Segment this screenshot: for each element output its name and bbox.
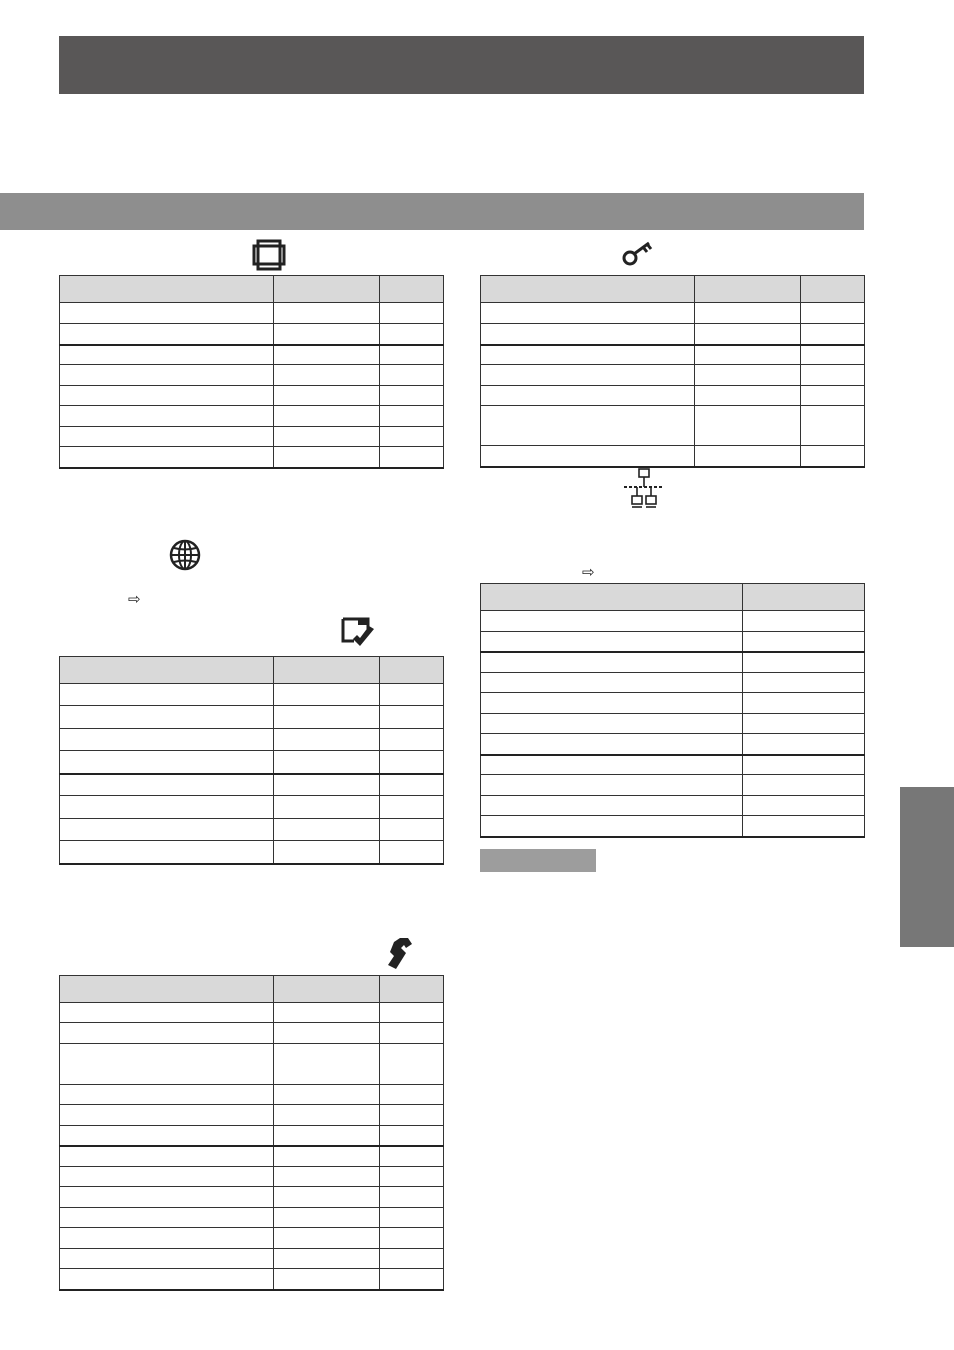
table-cell (274, 406, 380, 427)
option-settings-table (59, 656, 444, 865)
screen-check-icon (340, 615, 378, 653)
table-cell (481, 345, 695, 365)
table-cell (801, 345, 865, 365)
table-header-cell (380, 976, 444, 1003)
table-row (60, 427, 444, 447)
table-header-cell (481, 276, 695, 303)
table-row (481, 755, 865, 775)
page-title-bar (59, 36, 864, 94)
table-header-cell (274, 976, 380, 1003)
table-cell (481, 816, 743, 837)
table-header-cell (274, 657, 380, 684)
table-cell (60, 796, 274, 819)
table-header-cell (695, 276, 801, 303)
table-cell (743, 775, 865, 796)
table-cell (380, 447, 444, 468)
table-cell (60, 1044, 274, 1085)
table-cell (274, 751, 380, 774)
table-cell (274, 1044, 380, 1085)
table-cell (274, 706, 380, 729)
table-row (481, 734, 865, 755)
network-settings-table (480, 583, 865, 838)
table-cell (743, 714, 865, 734)
table-cell (695, 345, 801, 365)
table-cell (274, 1023, 380, 1044)
table-cell (481, 611, 743, 632)
table-cell (481, 652, 743, 673)
table-cell (481, 755, 743, 775)
table-header-cell (743, 584, 865, 611)
table-cell (743, 652, 865, 673)
table-cell (801, 324, 865, 345)
table-header-row (60, 976, 444, 1003)
table-cell (801, 365, 865, 386)
table-cell (380, 303, 444, 324)
table-row (60, 1105, 444, 1126)
table-row (481, 303, 865, 324)
table-cell (801, 406, 865, 446)
table-cell (380, 324, 444, 345)
table-cell (60, 386, 274, 406)
table-cell (801, 386, 865, 406)
table-cell (801, 446, 865, 467)
table-cell (60, 447, 274, 468)
table-cell (380, 1167, 444, 1187)
picture-frame-icon (252, 239, 286, 271)
table-cell (481, 775, 743, 796)
table-cell (380, 1228, 444, 1249)
security-settings-table (480, 275, 865, 468)
table-cell (481, 693, 743, 714)
table-cell (743, 755, 865, 775)
table-cell (60, 1167, 274, 1187)
table-cell (274, 1105, 380, 1126)
table-cell (481, 734, 743, 755)
table-row (60, 729, 444, 751)
table-cell (60, 324, 274, 345)
table-cell (481, 446, 695, 467)
table-row (481, 775, 865, 796)
table-row (60, 706, 444, 729)
table-header-cell (60, 976, 274, 1003)
table-row (60, 365, 444, 386)
table-cell (274, 1085, 380, 1105)
table-cell (60, 684, 274, 706)
table-cell (274, 1003, 380, 1023)
settings-table (59, 975, 444, 1291)
table-cell (380, 819, 444, 841)
table-cell (695, 446, 801, 467)
table-row (60, 1208, 444, 1228)
table-row (481, 693, 865, 714)
table-row (60, 1044, 444, 1085)
table-cell (274, 1167, 380, 1187)
table-row (60, 1228, 444, 1249)
table-row (60, 447, 444, 468)
table-cell (380, 751, 444, 774)
note-label-box (480, 849, 596, 872)
table-header-row (481, 276, 865, 303)
table-cell (274, 447, 380, 468)
table-cell (380, 1126, 444, 1146)
table-cell (743, 693, 865, 714)
table-row (60, 774, 444, 796)
table-row (60, 841, 444, 864)
table-cell (380, 684, 444, 706)
table-row (60, 751, 444, 774)
table-cell (274, 365, 380, 386)
table-row (481, 345, 865, 365)
table-row (60, 1146, 444, 1167)
table-row (60, 1126, 444, 1146)
table-cell (481, 324, 695, 345)
table-cell (380, 729, 444, 751)
table-row (60, 1003, 444, 1023)
table-header-cell (380, 276, 444, 303)
table-header-cell (380, 657, 444, 684)
table-cell (481, 303, 695, 324)
table-cell (60, 706, 274, 729)
table-cell (695, 386, 801, 406)
table-cell (60, 1249, 274, 1269)
table-cell (274, 819, 380, 841)
wrench-hand-icon (384, 936, 414, 972)
table-row (60, 406, 444, 427)
table-cell (274, 1269, 380, 1290)
table-cell (380, 345, 444, 365)
table-cell (60, 1269, 274, 1290)
globe-icon (168, 538, 202, 572)
table-row (481, 816, 865, 837)
table-row (481, 386, 865, 406)
section-heading-bar (0, 193, 864, 230)
table-cell (380, 1249, 444, 1269)
table-cell (481, 796, 743, 816)
reference-arrow-icon: ⇨ (582, 564, 595, 581)
table-cell (60, 1228, 274, 1249)
table-cell (60, 1023, 274, 1044)
table-cell (380, 427, 444, 447)
table-row (60, 796, 444, 819)
table-cell (380, 386, 444, 406)
table-cell (743, 796, 865, 816)
table-row (481, 365, 865, 386)
table-cell (274, 729, 380, 751)
table-row (60, 386, 444, 406)
table-header-row (60, 657, 444, 684)
key-icon (621, 240, 655, 268)
table-cell (380, 406, 444, 427)
table-cell (380, 1044, 444, 1085)
table-row (60, 1023, 444, 1044)
table-cell (60, 1126, 274, 1146)
table-header-cell (481, 584, 743, 611)
table-cell (274, 386, 380, 406)
table-cell (743, 673, 865, 693)
table-cell (60, 819, 274, 841)
table-cell (274, 324, 380, 345)
table-cell (274, 1126, 380, 1146)
table-cell (380, 796, 444, 819)
table-cell (274, 774, 380, 796)
table-cell (481, 714, 743, 734)
table-cell (380, 1023, 444, 1044)
table-cell (274, 427, 380, 447)
table-cell (274, 1208, 380, 1228)
table-cell (481, 632, 743, 652)
table-cell (743, 611, 865, 632)
table-cell (60, 751, 274, 774)
table-cell (695, 303, 801, 324)
table-cell (481, 673, 743, 693)
table-cell (274, 841, 380, 864)
table-row (60, 1269, 444, 1290)
table-cell (743, 632, 865, 652)
table-row (60, 324, 444, 345)
table-cell (274, 1228, 380, 1249)
table-cell (274, 796, 380, 819)
table-cell (274, 1187, 380, 1208)
table-cell (380, 1003, 444, 1023)
table-cell (380, 1146, 444, 1167)
table-cell (380, 1085, 444, 1105)
table-cell (60, 1105, 274, 1126)
table-header-row (60, 276, 444, 303)
table-cell (380, 1208, 444, 1228)
table-cell (380, 365, 444, 386)
table-header-cell (60, 657, 274, 684)
table-cell (274, 345, 380, 365)
table-row (60, 1249, 444, 1269)
table-cell (60, 345, 274, 365)
table-row (481, 406, 865, 446)
table-cell (60, 365, 274, 386)
table-row (60, 1167, 444, 1187)
table-row (60, 684, 444, 706)
table-header-cell (60, 276, 274, 303)
table-header-cell (801, 276, 865, 303)
table-cell (60, 841, 274, 864)
table-cell (743, 734, 865, 755)
table-row (60, 819, 444, 841)
reference-arrow-icon: ⇨ (128, 591, 141, 608)
table-cell (695, 406, 801, 446)
table-cell (60, 406, 274, 427)
table-cell (274, 1249, 380, 1269)
table-cell (380, 706, 444, 729)
table-cell (274, 303, 380, 324)
table-cell (380, 774, 444, 796)
table-row (481, 632, 865, 652)
table-header-row (481, 584, 865, 611)
table-cell (60, 729, 274, 751)
picture-settings-table (59, 275, 444, 469)
table-cell (60, 1187, 274, 1208)
network-icon (622, 468, 666, 510)
table-cell (274, 684, 380, 706)
table-cell (60, 1003, 274, 1023)
table-row (481, 796, 865, 816)
table-cell (274, 1146, 380, 1167)
table-cell (481, 406, 695, 446)
table-cell (743, 816, 865, 837)
table-cell (380, 841, 444, 864)
table-row (481, 714, 865, 734)
table-row (60, 1085, 444, 1105)
table-cell (380, 1105, 444, 1126)
table-cell (481, 365, 695, 386)
table-cell (60, 1208, 274, 1228)
table-cell (60, 1146, 274, 1167)
table-cell (380, 1187, 444, 1208)
table-row (481, 673, 865, 693)
table-cell (60, 303, 274, 324)
table-cell (481, 386, 695, 406)
table-header-cell (274, 276, 380, 303)
table-cell (60, 427, 274, 447)
table-row (481, 611, 865, 632)
table-row (481, 324, 865, 345)
table-cell (380, 1269, 444, 1290)
table-row (60, 1187, 444, 1208)
table-cell (60, 1085, 274, 1105)
table-row (60, 303, 444, 324)
table-cell (695, 365, 801, 386)
table-row (481, 652, 865, 673)
table-row (60, 345, 444, 365)
table-row (481, 446, 865, 467)
table-cell (801, 303, 865, 324)
table-cell (695, 324, 801, 345)
table-cell (60, 774, 274, 796)
chapter-side-tab (900, 787, 954, 947)
